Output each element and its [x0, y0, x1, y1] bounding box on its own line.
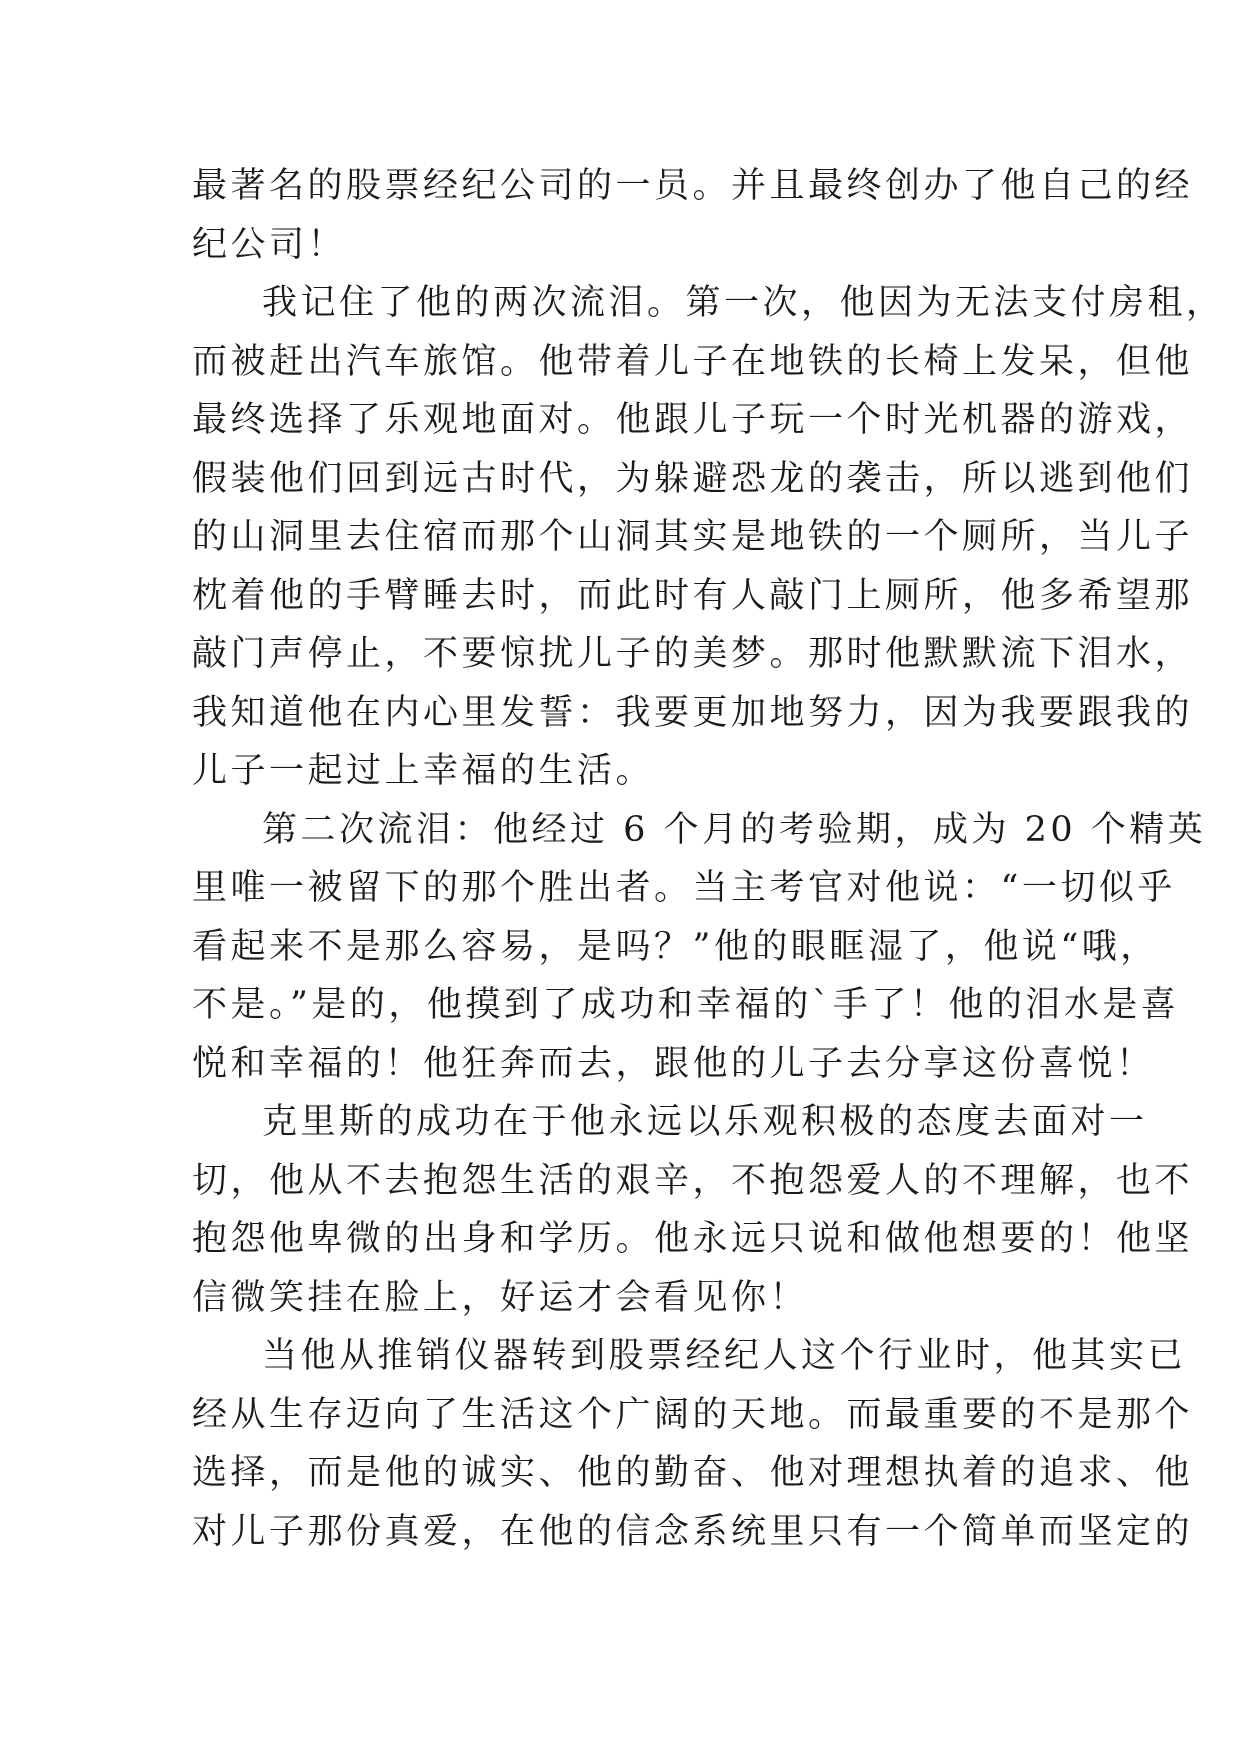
- text-line: 枕着他的手臂睡去时，而此时有人敲门上厕所，他多希望那: [192, 575, 1194, 616]
- text-line: 不是。”是的，他摸到了成功和幸福的`手了！他的泪水是喜: [192, 985, 1180, 1025]
- text-line: 纪公司！: [192, 224, 347, 265]
- text-line: 选择，而是他的诚实、他的勤奋、他对理想执着的追求、他: [192, 1453, 1194, 1493]
- text-line: 最著名的股票经纪公司的一员。并且最终创办了他自己的经: [192, 166, 1194, 206]
- paragraph: [192, 1093, 1194, 1327]
- text-line: 敲门声停止，不要惊扰儿子的美梦。那时他默默流下泪水，: [192, 634, 1194, 674]
- text-line: 里唯一被留下的那个胜出者。当主考官对他说：“一切似乎: [192, 868, 1176, 908]
- text-line: 经从生存迈向了生活这个广阔的天地。而最重要的不是那个: [192, 1394, 1194, 1435]
- paragraph: [192, 801, 1207, 1094]
- text-line: 当他从推销仪器转到股票经纪人这个行业时，他其实已: [262, 1336, 1187, 1376]
- text-line: 而被赶出汽车旅馆。他带着儿子在地铁的长椅上发呆，但他: [192, 341, 1194, 382]
- text-line: 我记住了他的两次流泪。第一次，他因为无法支付房租，: [262, 283, 1225, 323]
- text-line: 假装他们回到远古时代，为躲避恐龙的袭击，所以逃到他们: [192, 458, 1194, 499]
- text-line: 切，他从不去抱怨生活的艰辛，不抱怨爱人的不理解，也不: [192, 1160, 1194, 1201]
- document-body: [192, 157, 1225, 1561]
- paragraph: [192, 274, 1225, 801]
- text-line: 信微笑挂在脸上，好运才会看见你！: [192, 1277, 809, 1318]
- text-line: 第二次流泪：他经过 6 个月的考验期，成为 20 个精英: [262, 809, 1207, 850]
- text-line: 对儿子那份真爱，在他的信念系统里只有一个简单而坚定的: [192, 1511, 1194, 1552]
- text-line: 儿子一起过上幸福的生活。: [192, 751, 655, 791]
- text-line: 克里斯的成功在于他永远以乐观积极的态度去面对一: [262, 1102, 1148, 1142]
- text-line: 看起来不是那么容易，是吗？”他的眼眶湿了，他说“哦，: [192, 926, 1159, 967]
- text-line: 的山洞里去住宿而那个山洞其实是地铁的一个厕所，当儿子: [192, 517, 1194, 557]
- text-line: 我知道他在内心里发誓：我要更加地努力，因为我要跟我的: [192, 692, 1194, 733]
- paragraph: [192, 1327, 1194, 1561]
- paragraph: [192, 157, 1194, 274]
- text-line: 悦和幸福的！他狂奔而去，跟他的儿子去分享这份喜悦！: [192, 1043, 1155, 1084]
- text-line: 抱怨他卑微的出身和学历。他永远只说和做他想要的！他坚: [192, 1219, 1194, 1259]
- text-line: 最终选择了乐观地面对。他跟儿子玩一个时光机器的游戏，: [192, 400, 1194, 440]
